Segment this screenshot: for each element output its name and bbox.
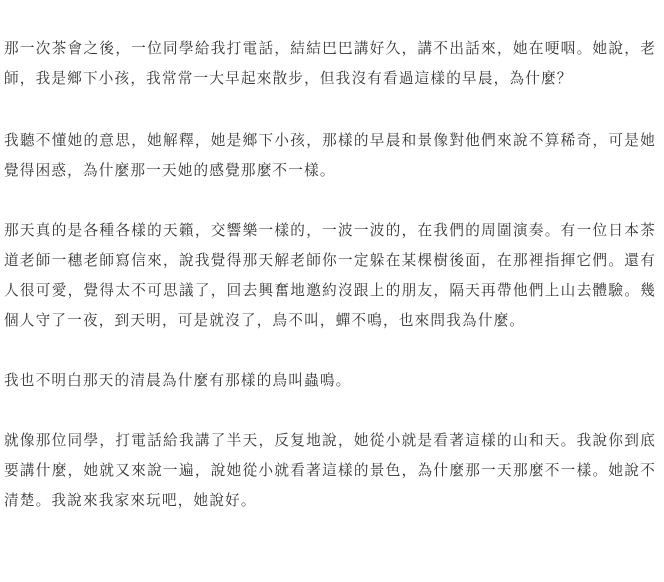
paragraph-1: 那一次茶會之後，一位同學給我打電話，結結巴巴講好久，講不出話來，她在哽咽。她說，老師，我是鄉下小孩，我常常一大早起來散步，但我沒有看過這樣的早晨，為什麼？: [4, 40, 656, 87]
paragraph-4: 我也不明白那天的清晨為什麼有那樣的鳥叫蟲鳴。: [4, 372, 352, 389]
article-body: [4, 34, 656, 516]
paragraph-3: 那天真的是各種各樣的天籟，交響樂一樣的，一波一波的，在我們的周圍演奏。有一位日本茶道老師一穗老師寫信來，說我覺得那天解老師你一定躲在某棵樹後面，在那裡指揮它們。還有人很可愛，覺得太不可思議了，回去興奮地邀約沒跟上的朋友，隔天再帶他們上山去體驗。幾個人守了一夜，到天明，可是就沒了，鳥不叫，蟬不鳴，也來問我為什麼。: [4, 222, 656, 329]
paragraph-5: 就像那位同學，打電話給我講了半天，反复地說，她從小就是看著這樣的山和天。我說你到底要講什麼，她就又來說一遍，說她從小就看著這樣的景色，為什麼那一天那麼不一樣。她說不清楚。我說來我家來玩吧，她說好。: [4, 432, 656, 509]
paragraph-2: 我聽不懂她的意思，她解釋，她是鄉下小孩，那樣的早晨和景像對他們來說不算稀奇，可是她覺得困惑，為什麼那一天她的感覺那麼不一樣。: [4, 132, 656, 179]
